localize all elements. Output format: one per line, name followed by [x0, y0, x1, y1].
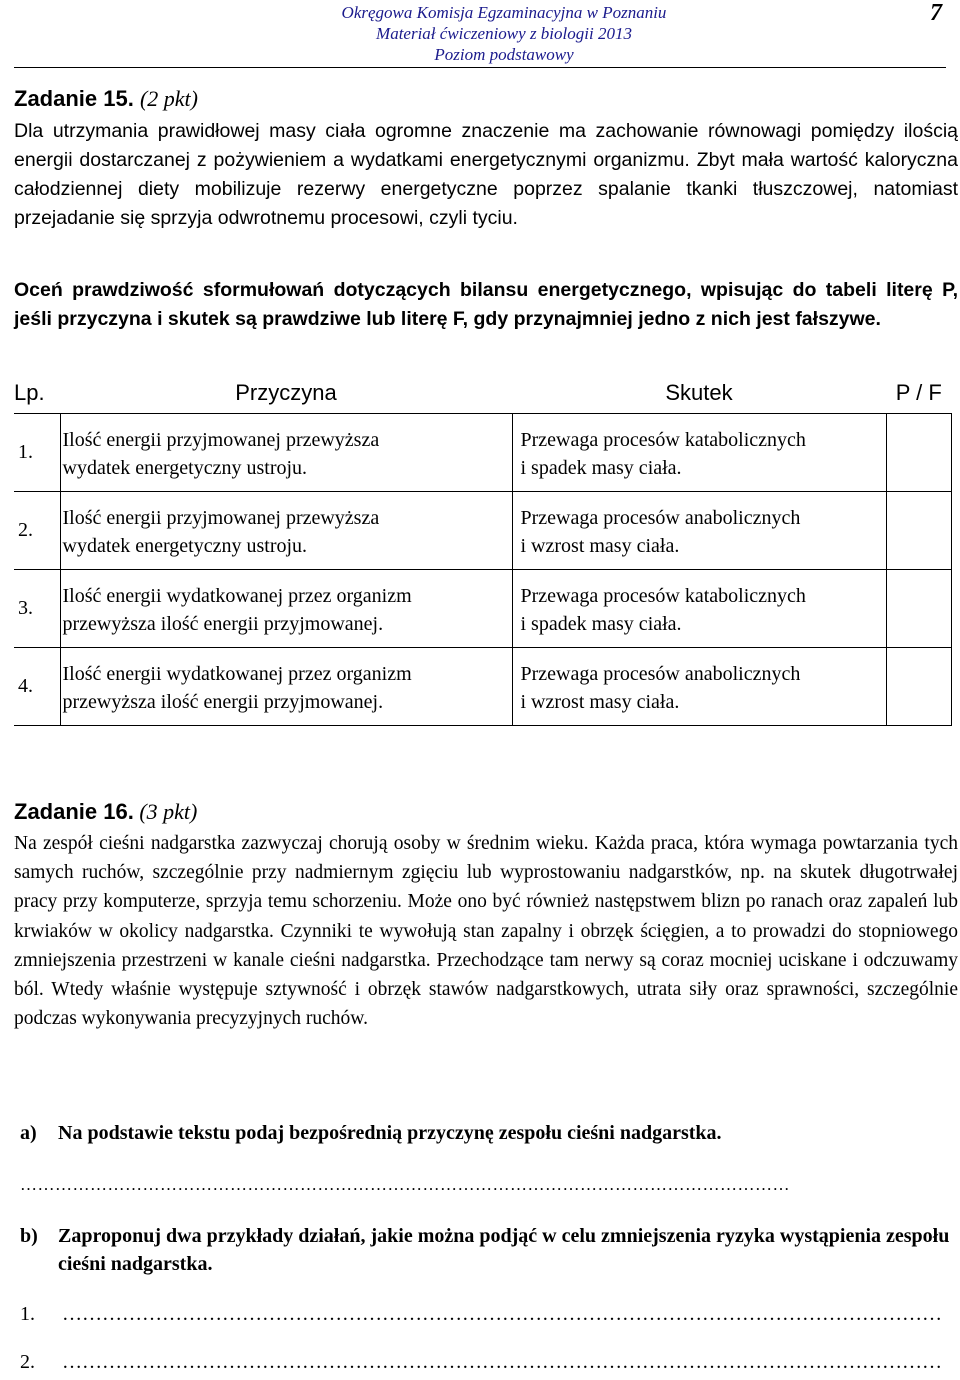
header-pf: P / F [886, 373, 952, 413]
answer-dotted-line[interactable]: …………………………………………………………………………………………………………………… [62, 1351, 942, 1373]
answer-number: 2. [20, 1351, 35, 1373]
part-b-answer-2[interactable] [20, 1351, 942, 1374]
cause-line: przewyższa ilość energii przyjmowanej. [62, 690, 384, 713]
table-row [14, 413, 952, 491]
pf-answer-cell[interactable] [886, 647, 952, 725]
header-cause: Przyczyna [60, 373, 512, 413]
part-b-question: Zaproponuj dwa przykłady działań, jakie można podjąć w celu zmniejszenia ryzyka wystąpienia zespołu cieśni nadgarstka. [58, 1225, 950, 1275]
effect-cell [512, 569, 886, 647]
row-number: 1. [14, 413, 60, 491]
header-lp: Lp. [14, 373, 60, 413]
effect-cell [512, 647, 886, 725]
pf-answer-cell[interactable] [886, 491, 952, 569]
cause-cell [60, 413, 512, 491]
header-material: Materiał ćwiczeniowy z biologii 2013 [376, 24, 632, 43]
cause-line: Ilość energii wydatkowanej przez organizm [62, 584, 412, 607]
cause-line: wydatek energetyczny ustroju. [62, 534, 308, 557]
row-number: 4. [14, 647, 60, 725]
effect-line: i spadek masy ciała. [520, 612, 682, 635]
answer-dotted-line[interactable]: …………………………………………………………………………………………………………………… [62, 1303, 942, 1325]
part-b-answer-1[interactable] [20, 1303, 942, 1326]
table-row [14, 569, 952, 647]
task16-part-b [14, 1222, 958, 1275]
part-b-letter: b) [20, 1225, 38, 1247]
cause-line: Ilość energii przyjmowanej przewyższa [62, 506, 380, 529]
effect-line: Przewaga procesów katabolicznych [520, 584, 806, 607]
cause-line: przewyższa ilość energii przyjmowanej. [62, 612, 384, 635]
table-row [14, 647, 952, 725]
table-row [14, 491, 952, 569]
page-number: 7 [930, 0, 942, 26]
task15-title [14, 86, 198, 112]
cause-cell [60, 491, 512, 569]
effect-line: i wzrost masy ciała. [520, 534, 680, 557]
header-effect: Skutek [512, 373, 886, 413]
effect-line: Przewaga procesów katabolicznych [520, 428, 806, 451]
true-false-table [14, 373, 952, 726]
header-institution: Okręgowa Komisja Egzaminacyjna w Poznaniu [341, 3, 667, 22]
task16-part-a [14, 1119, 958, 1147]
task16-label: Zadanie 16. [14, 799, 134, 824]
pf-answer-cell[interactable] [886, 413, 952, 491]
row-number: 3. [14, 569, 60, 647]
task15-instruction: Oceń prawdziwość sformułowań dotyczących bilansu energetycznego, wpisując do tabeli literę P, jeśli przyczyna i skutek są prawdziwe lub literę F, gdy przynajmniej jedno z nich jest fałszywe. [14, 279, 958, 330]
effect-line: i spadek masy ciała. [520, 456, 682, 479]
header-level: Poziom podstawowy [434, 45, 574, 64]
cause-line: wydatek energetyczny ustroju. [62, 456, 308, 479]
header-lines [244, 2, 764, 65]
effect-cell [512, 413, 886, 491]
task16-points: (3 pkt) [139, 799, 198, 824]
pf-answer-cell[interactable] [886, 569, 952, 647]
cause-cell [60, 647, 512, 725]
task15-points: (2 pkt) [139, 86, 198, 111]
task15-intro: Dla utrzymania prawidłowej masy ciała ogromne znaczenie ma zachowanie równowagi pomiędzy ilością energii dostarczanej z pożywieniem a wydatkami energetycznymi organizmu. Zbyt mała wartość kaloryczna całodziennej diety mobilizuje rezerwy energetyczne poprzez spalanie tkanki tłuszczowej, natomiast przejadanie się sprzyja odwrotnemu procesowi, czyli tyciu. [14, 120, 958, 229]
page-header [14, 0, 946, 68]
task16-text: Na zespół cieśni nadgarstka zazwyczaj chorują osoby w średnim wieku. Każda praca, która wymaga powtarzania tych samych ruchów, szczególnie przy nadmiernym zgięciu lub wyprostowaniu nadgarstków, np. na skutek długotrwałej pracy przy komputerze, sprzyja temu schorzeniu. Może ono być również następstwem blizn po ranach oraz zapaleń lub krwiaków w okolicy nadgarstka. Czynniki te wywołują stan zapalny i obrzęk ścięgien, a to prowadzi do stopniowego zmniejszenia przestrzeni w kanale cieśni nadgarstka. Przechodzące tam nerwy są coraz mocniej uciskane i odczuwamy ból. Wtedy właśnie występuje sztywność i obrzęk stawów nadgarstkowych, utrata siły oraz sprawności, szczególnie podczas wykonywania precyzyjnych ruchów. [14, 833, 958, 1030]
answer-number: 1. [20, 1303, 35, 1325]
effect-line: Przewaga procesów anabolicznych [520, 662, 801, 685]
table-header-row [14, 373, 952, 413]
part-a-letter: a) [20, 1122, 37, 1144]
cause-line: Ilość energii wydatkowanej przez organizm [62, 662, 412, 685]
part-a-answer-line[interactable]: …………………………………………………………………………………………………………………… [20, 1175, 790, 1194]
effect-line: i wzrost masy ciała. [520, 690, 680, 713]
task15-label: Zadanie 15. [14, 86, 134, 111]
effect-line: Przewaga procesów anabolicznych [520, 506, 801, 529]
cause-line: Ilość energii przyjmowanej przewyższa [62, 428, 380, 451]
effect-cell [512, 491, 886, 569]
cause-cell [60, 569, 512, 647]
task16-title [14, 799, 197, 825]
row-number: 2. [14, 491, 60, 569]
part-a-question: Na podstawie tekstu podaj bezpośrednią przyczynę zespołu cieśni nadgarstka. [58, 1122, 722, 1144]
